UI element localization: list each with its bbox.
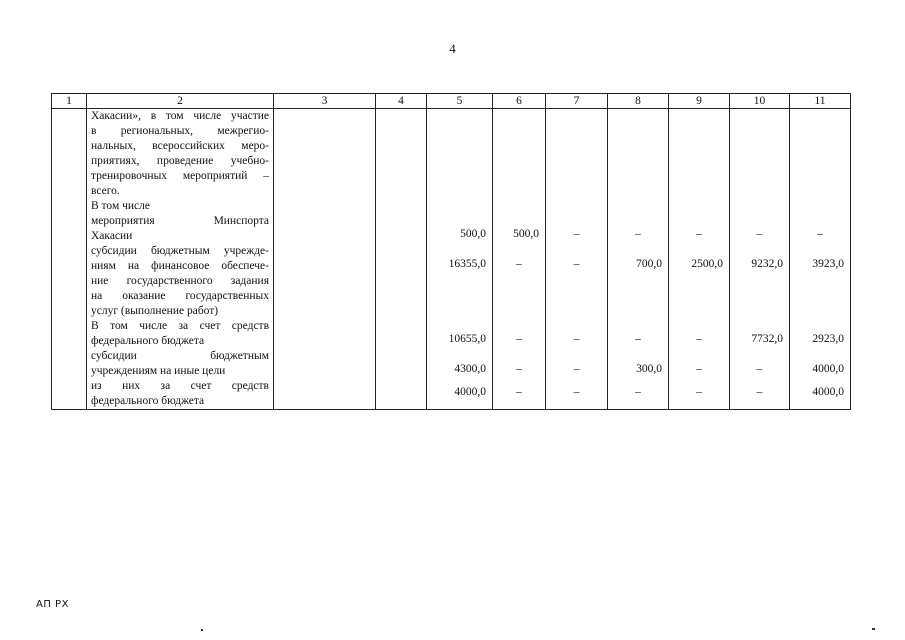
value-cell: – [730, 379, 790, 410]
row-description [87, 319, 274, 349]
value-cell: – [790, 214, 851, 244]
value-cell: 9232,0 [730, 244, 790, 319]
value-cell: – [546, 244, 608, 319]
value-cell [274, 109, 376, 200]
value-cell: – [493, 319, 546, 349]
table-row [52, 199, 851, 214]
table-row [52, 379, 851, 410]
value-cell [790, 199, 851, 214]
column-header: 6 [493, 94, 546, 109]
row-index-cell [52, 214, 87, 244]
column-header: 11 [790, 94, 851, 109]
value-cell [274, 214, 376, 244]
description-line: всего. [91, 185, 120, 197]
value-cell [608, 199, 669, 214]
value-cell: – [730, 349, 790, 379]
description-line: ние государственного задания [91, 275, 269, 287]
value-cell [669, 199, 730, 214]
value-cell [376, 214, 427, 244]
row-description [87, 349, 274, 379]
value-cell: – [546, 319, 608, 349]
value-cell: 3923,0 [790, 244, 851, 319]
description-line: федерального бюджета [91, 335, 205, 347]
row-description [87, 199, 274, 214]
scan-speck [201, 629, 203, 631]
value-cell [376, 379, 427, 410]
value-cell [730, 199, 790, 214]
column-header: 8 [608, 94, 669, 109]
value-cell [427, 109, 493, 200]
header-row [52, 94, 851, 109]
value-cell: – [669, 349, 730, 379]
description-line: тренировочных мероприятий – [91, 170, 269, 182]
value-cell: – [730, 214, 790, 244]
value-cell: – [493, 244, 546, 319]
value-cell: – [493, 379, 546, 410]
value-cell: – [493, 349, 546, 379]
description-line: нальных, всероссийских меро- [91, 140, 269, 152]
description-line: учреждениям на иные цели [91, 365, 226, 377]
row-description [87, 244, 274, 319]
description-line: услуг (выполнение работ) [91, 305, 219, 317]
table-body [52, 109, 851, 410]
description-line: приятиях, проведение учебно- [91, 155, 269, 167]
value-cell: 4000,0 [790, 349, 851, 379]
budget-table [51, 93, 851, 410]
footer-mark: АП РХ [36, 599, 69, 610]
description-line: субсидии бюджетным учрежде- [91, 245, 269, 257]
value-cell: 4300,0 [427, 349, 493, 379]
value-cell: – [669, 214, 730, 244]
column-header: 2 [87, 94, 274, 109]
value-cell: 500,0 [427, 214, 493, 244]
table-row [52, 349, 851, 379]
row-description [87, 379, 274, 410]
description-line: ниям на финансовое обеспече- [91, 260, 269, 272]
value-cell [608, 109, 669, 200]
value-cell: 7732,0 [730, 319, 790, 349]
row-description [87, 214, 274, 244]
column-header: 7 [546, 94, 608, 109]
description-line: Хакасии», в том числе участие [91, 110, 269, 122]
description-line: В том числе за счет средств [91, 320, 269, 332]
value-cell [274, 379, 376, 410]
value-cell: – [669, 379, 730, 410]
column-header: 10 [730, 94, 790, 109]
description-line: субсидии бюджетным [91, 350, 269, 362]
value-cell [274, 319, 376, 349]
value-cell: – [608, 319, 669, 349]
value-cell: – [546, 214, 608, 244]
page-number: 4 [449, 41, 456, 56]
column-header: 4 [376, 94, 427, 109]
value-cell: – [546, 349, 608, 379]
value-cell [427, 199, 493, 214]
value-cell [546, 109, 608, 200]
table-row [52, 319, 851, 349]
table-row [52, 109, 851, 200]
column-header: 9 [669, 94, 730, 109]
description-line: федерального бюджета [91, 395, 205, 407]
row-index-cell [52, 199, 87, 214]
value-cell: 10655,0 [427, 319, 493, 349]
value-cell: 16355,0 [427, 244, 493, 319]
value-cell [493, 109, 546, 200]
value-cell [274, 349, 376, 379]
value-cell: – [608, 379, 669, 410]
value-cell: 4000,0 [790, 379, 851, 410]
value-cell: – [546, 379, 608, 410]
value-cell [546, 199, 608, 214]
column-header: 3 [274, 94, 376, 109]
value-cell [376, 109, 427, 200]
value-cell: – [669, 319, 730, 349]
description-line: на оказание государственных [91, 290, 269, 302]
column-header: 1 [52, 94, 87, 109]
description-line: Хакасии [91, 230, 133, 242]
row-description [87, 109, 274, 200]
value-cell [669, 109, 730, 200]
scan-speck [872, 628, 875, 630]
row-index-cell [52, 244, 87, 319]
value-cell [790, 109, 851, 200]
description-line: в региональных, межрегио- [91, 125, 269, 137]
value-cell: 2923,0 [790, 319, 851, 349]
value-cell [376, 319, 427, 349]
value-cell [493, 199, 546, 214]
value-cell [730, 109, 790, 200]
column-header: 5 [427, 94, 493, 109]
row-index-cell [52, 349, 87, 379]
row-index-cell [52, 319, 87, 349]
row-index-cell [52, 109, 87, 200]
value-cell [376, 349, 427, 379]
value-cell: 300,0 [608, 349, 669, 379]
value-cell: 2500,0 [669, 244, 730, 319]
value-cell: – [608, 214, 669, 244]
value-cell: 700,0 [608, 244, 669, 319]
value-cell [376, 244, 427, 319]
description-line: В том числе [91, 200, 150, 212]
value-cell [376, 199, 427, 214]
value-cell: 500,0 [493, 214, 546, 244]
value-cell: 4000,0 [427, 379, 493, 410]
value-cell [274, 199, 376, 214]
description-line: из них за счет средств [91, 380, 269, 392]
row-index-cell [52, 379, 87, 410]
description-line: мероприятия Минспорта [91, 215, 269, 227]
table-row [52, 214, 851, 244]
value-cell [274, 244, 376, 319]
table-row [52, 244, 851, 319]
